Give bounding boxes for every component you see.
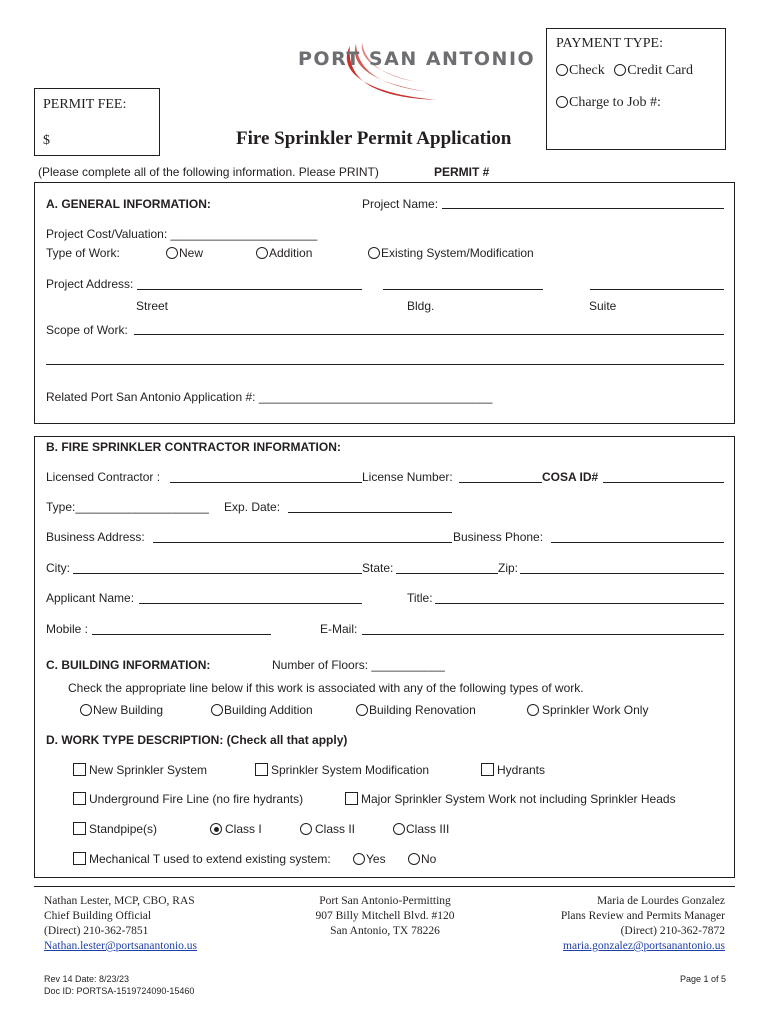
footer-center-addr1: 907 Billy Mitchell Blvd. #120	[315, 910, 455, 922]
footer-center-addr2: San Antonio, TX 78226	[330, 925, 440, 937]
mechanical-label: Mechanical T used to extend existing system:	[89, 852, 331, 866]
work-existing-label: Existing System/Modification	[381, 246, 534, 260]
exp-date-field[interactable]	[288, 512, 452, 513]
logo-text: PORT SAN ANTONIO	[298, 48, 536, 70]
bldg-caption: Bldg.	[407, 299, 435, 313]
footer-left-email-link[interactable]: Nathan.lester@portsanantonio.us	[44, 940, 198, 952]
mechanical-yes-label: Yes	[366, 852, 386, 866]
standpipe-checkbox[interactable]	[73, 822, 86, 835]
scope-field-1[interactable]	[134, 334, 724, 335]
building-instruction: Check the appropriate line below if this work is associated with any of the following types of work.	[68, 681, 584, 695]
project-name-label: Project Name:	[362, 197, 439, 211]
section-d-heading: D. WORK TYPE DESCRIPTION: (Check all that apply)	[46, 733, 348, 747]
business-phone-field[interactable]	[551, 542, 724, 543]
form-title: Fire Sprinkler Permit Application	[236, 128, 512, 149]
project-cost-label[interactable]: Project Cost/Valuation: ______________________	[46, 227, 318, 241]
city-label: City:	[46, 561, 70, 575]
class-3-label: Class III	[406, 822, 450, 836]
type-label[interactable]: Type:____________________	[46, 500, 209, 514]
instructions: (Please complete all of the following information. Please PRINT)	[38, 165, 379, 179]
footer-right-email-link[interactable]: maria.gonzalez@portsanantonio.us	[563, 940, 725, 952]
mechanical-checkbox[interactable]	[73, 852, 86, 865]
applicant-title-label: Title:	[407, 591, 433, 605]
standpipe-label: Standpipe(s)	[89, 822, 158, 836]
type-of-work-label: Type of Work:	[46, 246, 120, 260]
scope-label: Scope of Work:	[46, 323, 128, 337]
applicant-title-field[interactable]	[435, 603, 724, 604]
state-field[interactable]	[396, 573, 498, 574]
section-b-heading: B. FIRE SPRINKLER CONTRACTOR INFORMATION:	[46, 440, 341, 454]
hydrants-label: Hydrants	[497, 763, 546, 777]
footer-left-name: Nathan Lester, MCP, CBO, RAS	[44, 895, 195, 907]
applicant-name-field[interactable]	[139, 603, 362, 604]
floors-label[interactable]: Number of Floors: ___________	[272, 658, 445, 672]
footer-doc-id: Doc ID: PORTSA-1519724090-15460	[44, 986, 195, 996]
footer-right-title: Plans Review and Permits Manager	[560, 910, 725, 922]
class-1-label: Class I	[225, 822, 262, 836]
bldg-field[interactable]	[383, 289, 543, 290]
suite-field[interactable]	[590, 289, 724, 290]
email-field[interactable]	[362, 634, 724, 635]
building-renovation-label: Building Renovation	[369, 703, 476, 717]
building-addition-label: Building Addition	[224, 703, 313, 717]
project-address-label: Project Address:	[46, 277, 134, 291]
permit-number-label: PERMIT #	[434, 165, 490, 179]
business-phone-label: Business Phone:	[453, 530, 544, 544]
cosa-id-field[interactable]	[603, 482, 724, 483]
footer-right-phone: (Direct) 210-362-7872	[620, 925, 725, 937]
project-name-field[interactable]	[442, 208, 724, 209]
payment-check-label: Check	[569, 63, 605, 78]
logo	[298, 38, 536, 108]
footer-left-phone: (Direct) 210-362-7851	[44, 925, 149, 937]
licensed-contractor-label: Licensed Contractor :	[46, 470, 161, 484]
modification-checkbox[interactable]	[255, 763, 268, 776]
suite-caption: Suite	[589, 299, 617, 313]
business-address-label: Business Address:	[46, 530, 145, 544]
scope-field-2[interactable]	[46, 364, 724, 365]
new-system-checkbox[interactable]	[73, 763, 86, 776]
footer-right-name: Maria de Lourdes Gonzalez	[596, 895, 725, 907]
state-label: State:	[362, 561, 394, 575]
work-new-label: New	[179, 246, 204, 260]
new-system-label: New Sprinkler System	[89, 763, 208, 777]
mobile-field[interactable]	[92, 634, 271, 635]
major-work-checkbox[interactable]	[345, 792, 358, 805]
licensed-contractor-field[interactable]	[170, 482, 362, 483]
work-new-radio[interactable]	[166, 247, 178, 259]
new-building-radio[interactable]	[80, 704, 92, 716]
mobile-label: Mobile :	[46, 622, 89, 636]
zip-label: Zip:	[498, 561, 519, 575]
footer-divider	[34, 886, 735, 887]
mechanical-no-radio[interactable]	[408, 853, 420, 865]
mechanical-no-label: No	[421, 852, 437, 866]
new-building-label: New Building	[93, 703, 164, 717]
underground-checkbox[interactable]	[73, 792, 86, 805]
payment-charge-radio[interactable]	[556, 96, 568, 108]
class-2-label: Class II	[315, 822, 356, 836]
permit-fee-value[interactable]: $	[43, 133, 50, 148]
footer-left-title: Chief Building Official	[44, 910, 152, 922]
cosa-id-label: COSA ID#	[542, 470, 599, 484]
business-address-field[interactable]	[153, 542, 452, 543]
sprinkler-only-label: Sprinkler Work Only	[542, 703, 649, 717]
work-addition-radio[interactable]	[256, 247, 268, 259]
major-work-label: Major Sprinkler System Work not including Sprinkler Heads	[361, 792, 676, 806]
modification-label: Sprinkler System Modification	[271, 763, 430, 777]
email-label: E-Mail:	[320, 622, 358, 636]
zip-field[interactable]	[520, 573, 724, 574]
building-renovation-radio[interactable]	[356, 704, 368, 716]
license-number-field[interactable]	[459, 482, 542, 483]
city-field[interactable]	[73, 573, 362, 574]
payment-type-label: PAYMENT TYPE:	[556, 36, 663, 51]
license-number-label: License Number:	[362, 470, 453, 484]
street-caption: Street	[136, 299, 169, 313]
footer-center-name: Port San Antonio-Permitting	[319, 895, 451, 907]
work-existing-radio[interactable]	[368, 247, 380, 259]
class-1-radio[interactable]	[210, 823, 222, 835]
applicant-name-label: Applicant Name:	[46, 591, 135, 605]
payment-charge-label: Charge to Job #:	[569, 95, 661, 110]
building-addition-radio[interactable]	[211, 704, 223, 716]
hydrants-checkbox[interactable]	[481, 763, 494, 776]
underground-label: Underground Fire Line (no fire hydrants)	[89, 792, 304, 806]
payment-check-radio[interactable]	[556, 64, 568, 76]
payment-credit-label: Credit Card	[627, 63, 693, 78]
payment-credit-radio[interactable]	[614, 64, 626, 76]
sprinkler-only-radio[interactable]	[527, 704, 539, 716]
footer-revision: Rev 14 Date: 8/23/23	[44, 974, 130, 984]
permit-fee-label: PERMIT FEE:	[43, 97, 127, 112]
street-field[interactable]	[137, 289, 362, 290]
class-3-radio[interactable]	[393, 823, 405, 835]
work-addition-label: Addition	[269, 246, 313, 260]
section-a-heading: A. GENERAL INFORMATION:	[46, 197, 211, 211]
related-application-label[interactable]: Related Port San Antonio Application #: ___________________________________	[46, 390, 493, 404]
class-2-radio[interactable]	[300, 823, 312, 835]
mechanical-yes-radio[interactable]	[353, 853, 365, 865]
exp-date-label: Exp. Date:	[224, 500, 281, 514]
footer-page-number: Page 1 of 5	[680, 974, 727, 984]
section-c-heading: C. BUILDING INFORMATION:	[46, 658, 211, 672]
